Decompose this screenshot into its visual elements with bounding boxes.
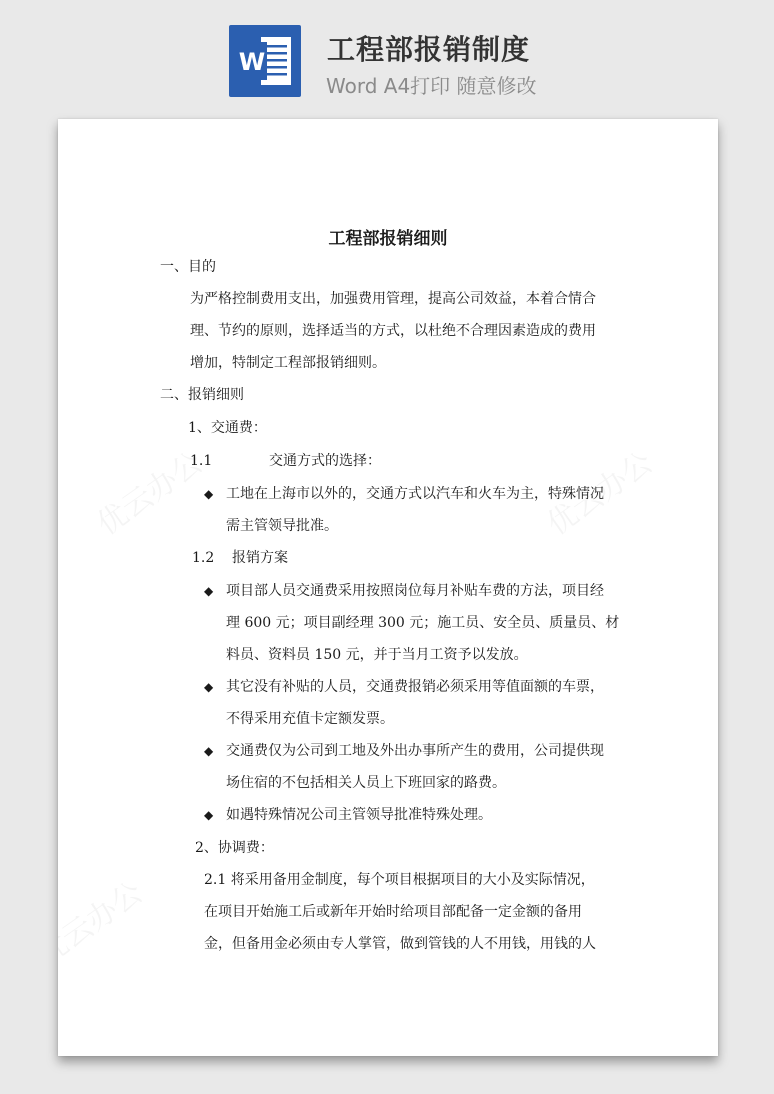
paragraph-line: 为严格控制费用支出，加强费用管理，提高公司效益，本着合情合	[190, 291, 596, 307]
paragraph-line: 2.1 将采用备用金制度，每个项目根据项目的大小及实际情况，	[204, 872, 595, 888]
bullet-text: 项目部人员交通费采用按照岗位每月补贴车费的方法，项目经	[226, 583, 604, 599]
bullet-text: 交通费仅为公司到工地及外出办事所产生的费用，公司提供现	[226, 743, 604, 759]
document-title: 工程部报销细则	[328, 229, 448, 249]
bullet-text: 需主管领导批准。	[226, 518, 338, 534]
bullet-icon: ◆	[204, 744, 214, 758]
item-number: 1.1	[190, 453, 213, 469]
header-title: 工程部报销制度	[327, 33, 531, 66]
bullet-text: 场住宿的不包括相关人员上下班回家的路费。	[226, 775, 506, 791]
paragraph-line: 金，但备用金必须由专人掌管，做到管钱的人不用钱，用钱的人	[204, 936, 596, 952]
bullet-icon: ◆	[204, 584, 214, 598]
bullet-text: 料员、资料员 150 元，并于当月工资予以发放。	[226, 647, 528, 663]
svg-text:W: W	[238, 48, 266, 76]
bullet-icon: ◆	[204, 680, 214, 694]
watermark	[58, 869, 150, 974]
item-heading: 1、交通费：	[188, 420, 267, 436]
bullet-text: 如遇特殊情况公司主管领导批准特殊处理。	[226, 807, 492, 823]
paragraph-line: 在项目开始施工后或新年开始时给项目部配备一定金额的备用	[204, 904, 582, 920]
section-heading: 二、报销细则	[160, 387, 244, 403]
bullet-text: 不得采用充值卡定额发票。	[226, 711, 394, 727]
document-page	[58, 119, 718, 1056]
header-subtitle: Word A4打印 随意修改	[326, 74, 537, 98]
bullet-icon: ◆	[204, 487, 214, 501]
section-heading: 一、目的	[160, 259, 216, 275]
bullet-icon: ◆	[204, 808, 214, 822]
item-label: 报销方案	[232, 550, 288, 566]
bullet-text: 其它没有补贴的人员，交通费报销必须采用等值面额的车票，	[226, 679, 604, 695]
paragraph-line: 增加，特制定工程部报销细则。	[190, 355, 386, 371]
header	[0, 0, 774, 110]
item-label: 交通方式的选择：	[269, 453, 381, 469]
bullet-text: 工地在上海市以外的，交通方式以汽车和火车为主，特殊情况	[226, 486, 604, 502]
paragraph-line: 理、节约的原则，选择适当的方式，以杜绝不合理因素造成的费用	[190, 323, 596, 339]
bullet-text: 理 600 元；项目副经理 300 元；施工员、安全员、质量员、材	[226, 615, 620, 631]
item-number: 1.2	[192, 550, 215, 566]
item-heading: 2、协调费：	[195, 840, 274, 856]
word-icon	[229, 25, 301, 97]
